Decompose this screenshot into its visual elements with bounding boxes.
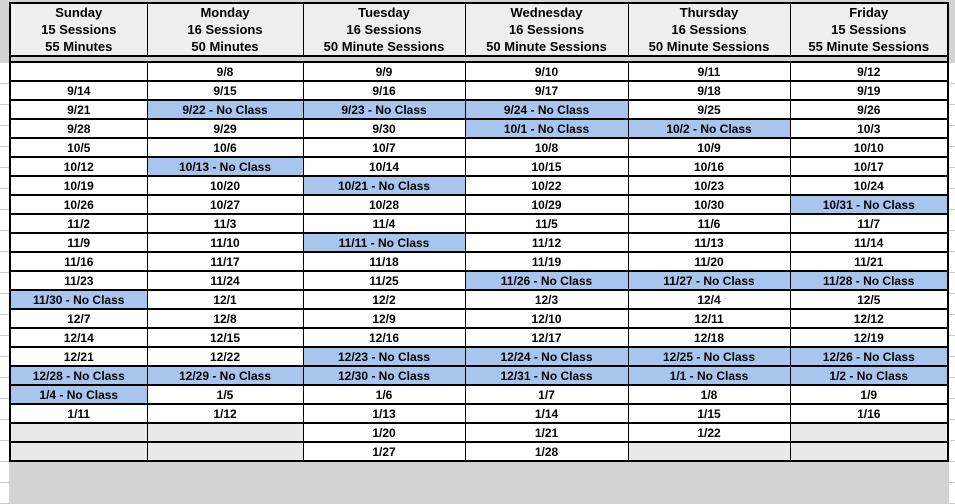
schedule-cell[interactable] [147, 423, 303, 442]
schedule-cell[interactable]: 9/26 [790, 100, 948, 119]
header-sessions: 16 Sessions [187, 22, 263, 37]
gutter-cell[interactable] [949, 462, 955, 483]
schedule-cell[interactable]: 12/19 [790, 328, 948, 347]
gutter-cell[interactable] [949, 168, 955, 189]
schedule-cell[interactable]: 9/15 [147, 81, 303, 100]
schedule-row [10, 423, 948, 442]
schedule-cell[interactable]: 10/7 [303, 138, 465, 157]
gutter-cell[interactable] [949, 483, 955, 504]
schedule-cell[interactable] [10, 62, 147, 81]
no-class-cell[interactable]: 12/28 - No Class [10, 366, 147, 385]
schedule-cell[interactable]: 9/8 [147, 62, 303, 81]
schedule-body [10, 56, 948, 461]
schedule-cell[interactable]: 9/25 [628, 100, 790, 119]
schedule-header [10, 3, 948, 56]
schedule-cell[interactable]: 12/12 [790, 309, 948, 328]
schedule-cell[interactable]: 11/2 [10, 214, 147, 233]
gutter-cell[interactable] [949, 231, 955, 252]
no-class-cell[interactable]: 12/24 - No Class [465, 347, 628, 366]
gutter-header-space [949, 0, 955, 63]
schedule-cell[interactable]: 12/9 [303, 309, 465, 328]
gutter-cell[interactable] [0, 231, 9, 252]
schedule-cell[interactable]: 9/9 [303, 62, 465, 81]
schedule-cell[interactable]: 12/7 [10, 309, 147, 328]
no-class-cell[interactable]: 11/27 - No Class [628, 271, 790, 290]
gutter-cell[interactable] [0, 84, 9, 105]
schedule-cell[interactable]: 9/10 [465, 62, 628, 81]
no-class-cell[interactable]: 12/30 - No Class [303, 366, 465, 385]
schedule-cell[interactable]: 11/18 [303, 252, 465, 271]
header-day: Friday [849, 5, 889, 20]
schedule-cell[interactable]: 10/27 [147, 195, 303, 214]
gutter-cell[interactable] [949, 63, 955, 84]
schedule-cell[interactable]: 11/21 [790, 252, 948, 271]
schedule-cell[interactable]: 12/15 [147, 328, 303, 347]
schedule-row [10, 138, 948, 157]
schedule-cell[interactable]: 11/20 [628, 252, 790, 271]
schedule-cell[interactable]: 9/17 [465, 81, 628, 100]
schedule-cell[interactable]: 12/5 [790, 290, 948, 309]
no-class-cell[interactable]: 12/26 - No Class [790, 347, 948, 366]
no-class-cell[interactable]: 9/23 - No Class [303, 100, 465, 119]
gutter-cell[interactable] [949, 441, 955, 462]
schedule-cell[interactable]: 1/21 [465, 423, 628, 442]
schedule-cell[interactable]: 1/5 [147, 385, 303, 404]
gutter-cell[interactable] [949, 336, 955, 357]
column-header-friday[interactable] [790, 3, 948, 56]
header-day: Monday [200, 5, 250, 20]
schedule-cell[interactable]: 12/21 [10, 347, 147, 366]
schedule-cell[interactable]: 10/26 [10, 195, 147, 214]
schedule-cell[interactable]: 10/20 [147, 176, 303, 195]
header-duration: 50 Minute Sessions [323, 39, 445, 54]
header-duration: 55 Minute Sessions [808, 39, 930, 54]
header-day: Wednesday [510, 5, 583, 20]
header-sessions: 16 Sessions [508, 22, 585, 37]
schedule-cell[interactable]: 9/11 [628, 62, 790, 81]
no-class-cell[interactable]: 10/2 - No Class [628, 119, 790, 138]
schedule-cell[interactable]: 11/23 [10, 271, 147, 290]
schedule-cell[interactable]: 11/13 [628, 233, 790, 252]
schedule-row [10, 404, 948, 423]
gutter-cell[interactable] [949, 252, 955, 273]
schedule-cell[interactable]: 1/8 [628, 385, 790, 404]
schedule-cell[interactable]: 12/18 [628, 328, 790, 347]
no-class-cell[interactable]: 10/31 - No Class [790, 195, 948, 214]
schedule-cell[interactable]: 11/24 [147, 271, 303, 290]
gutter-cell[interactable] [949, 315, 955, 336]
gutter-cell[interactable] [0, 378, 9, 399]
schedule-cell[interactable]: 11/6 [628, 214, 790, 233]
schedule-cell[interactable]: 12/22 [147, 347, 303, 366]
schedule-row [10, 214, 948, 233]
header-duration: 50 Minute Sessions [486, 39, 607, 54]
schedule-cell[interactable]: 11/25 [303, 271, 465, 290]
gutter-cell[interactable] [0, 147, 9, 168]
schedule-cell[interactable]: 9/18 [628, 81, 790, 100]
schedule-cell[interactable]: 10/22 [465, 176, 628, 195]
gutter-cell[interactable] [0, 399, 9, 420]
schedule-cell[interactable]: 1/22 [628, 423, 790, 442]
schedule-cell[interactable]: 1/9 [790, 385, 948, 404]
schedule-cell[interactable]: 12/11 [628, 309, 790, 328]
schedule-cell[interactable]: 11/5 [465, 214, 628, 233]
schedule-cell[interactable]: 9/21 [10, 100, 147, 119]
schedule-cell[interactable] [10, 442, 147, 461]
gutter-cell[interactable] [0, 441, 9, 462]
gutter-header-space [0, 0, 9, 63]
schedule-cell[interactable]: 10/17 [790, 157, 948, 176]
schedule-cell[interactable]: 10/8 [465, 138, 628, 157]
schedule-row [10, 233, 948, 252]
schedule-cell[interactable]: 1/13 [303, 404, 465, 423]
gutter-cell[interactable] [949, 126, 955, 147]
gutter-cell[interactable] [0, 252, 9, 273]
schedule-cell[interactable]: 1/20 [303, 423, 465, 442]
schedule-cell[interactable] [628, 442, 790, 461]
schedule-cell[interactable]: 10/19 [10, 176, 147, 195]
schedule-cell[interactable]: 1/16 [790, 404, 948, 423]
schedule-cell[interactable]: 1/6 [303, 385, 465, 404]
schedule-cell[interactable]: 9/29 [147, 119, 303, 138]
schedule-cell[interactable] [790, 442, 948, 461]
schedule-row [10, 328, 948, 347]
schedule-cell[interactable]: 12/17 [465, 328, 628, 347]
schedule-cell[interactable]: 10/5 [10, 138, 147, 157]
schedule-cell[interactable]: 1/15 [628, 404, 790, 423]
header-day: Thursday [679, 5, 739, 20]
no-class-cell[interactable]: 10/13 - No Class [147, 157, 303, 176]
schedule-cell[interactable] [10, 423, 147, 442]
schedule-row [10, 252, 948, 271]
no-class-cell[interactable]: 12/23 - No Class [303, 347, 465, 366]
header-sessions: 16 Sessions [671, 22, 747, 37]
schedule-cell[interactable]: 10/3 [790, 119, 948, 138]
schedule-row [10, 442, 948, 461]
schedule-cell[interactable]: 11/19 [465, 252, 628, 271]
schedule-cell[interactable]: 9/16 [303, 81, 465, 100]
no-class-cell[interactable]: 11/28 - No Class [790, 271, 948, 290]
schedule-row [10, 366, 948, 385]
schedule-row [10, 176, 948, 195]
no-class-cell[interactable]: 11/11 - No Class [303, 233, 465, 252]
header-duration: 55 Minutes [45, 39, 113, 54]
schedule-cell[interactable]: 10/12 [10, 157, 147, 176]
gutter-cell[interactable] [0, 210, 9, 231]
schedule-cell[interactable]: 12/14 [10, 328, 147, 347]
schedule-cell[interactable]: 11/3 [147, 214, 303, 233]
schedule-cell[interactable]: 12/10 [465, 309, 628, 328]
schedule-cell[interactable]: 12/2 [303, 290, 465, 309]
schedule-cell[interactable]: 10/30 [628, 195, 790, 214]
no-class-cell[interactable]: 9/22 - No Class [147, 100, 303, 119]
gutter-cell[interactable] [949, 420, 955, 441]
column-header-wednesday[interactable] [465, 3, 628, 56]
schedule-cell[interactable]: 11/7 [790, 214, 948, 233]
schedule-row [10, 62, 948, 81]
no-class-cell[interactable]: 11/30 - No Class [10, 290, 147, 309]
gutter-cell[interactable] [0, 420, 9, 441]
schedule-row [10, 100, 948, 119]
header-sessions: 15 Sessions [41, 22, 117, 37]
schedule-cell[interactable]: 10/14 [303, 157, 465, 176]
gutter-cell[interactable] [0, 294, 9, 315]
header-duration: 50 Minutes [191, 39, 259, 54]
header-duration: 50 Minute Sessions [648, 39, 770, 54]
gutter-cell[interactable] [949, 210, 955, 231]
schedule-row [10, 385, 948, 404]
schedule-cell[interactable]: 11/9 [10, 233, 147, 252]
no-class-cell[interactable]: 12/29 - No Class [147, 366, 303, 385]
schedule-cell[interactable]: 1/11 [10, 404, 147, 423]
schedule-area [9, 0, 949, 504]
no-class-cell[interactable]: 1/2 - No Class [790, 366, 948, 385]
schedule-row [10, 195, 948, 214]
left-gutter-column [0, 0, 9, 504]
schedule-cell[interactable]: 10/6 [147, 138, 303, 157]
column-header-thursday[interactable] [628, 3, 790, 56]
gutter-cell[interactable] [949, 357, 955, 378]
schedule-cell[interactable]: 9/30 [303, 119, 465, 138]
schedule-cell[interactable] [147, 442, 303, 461]
schedule-cell[interactable]: 11/12 [465, 233, 628, 252]
gutter-cell[interactable] [949, 147, 955, 168]
schedule-cell[interactable]: 12/4 [628, 290, 790, 309]
column-header-sunday[interactable] [10, 3, 147, 56]
schedule-cell[interactable]: 9/28 [10, 119, 147, 138]
gutter-cell[interactable] [0, 126, 9, 147]
schedule-row [10, 290, 948, 309]
gutter-cell[interactable] [0, 315, 9, 336]
gutter-cell[interactable] [949, 378, 955, 399]
schedule-cell[interactable]: 10/9 [628, 138, 790, 157]
column-header-tuesday[interactable] [303, 3, 465, 56]
schedule-cell[interactable]: 1/28 [465, 442, 628, 461]
schedule-cell[interactable]: 12/3 [465, 290, 628, 309]
header-row [10, 3, 948, 56]
class-schedule-table [9, 2, 949, 462]
column-header-monday[interactable] [147, 3, 303, 56]
gutter-cell[interactable] [0, 483, 9, 504]
no-class-cell[interactable]: 11/26 - No Class [465, 271, 628, 290]
schedule-cell[interactable]: 1/7 [465, 385, 628, 404]
gutter-cell[interactable] [949, 294, 955, 315]
gutter-cell[interactable] [949, 105, 955, 126]
header-sessions: 15 Sessions [831, 22, 907, 37]
schedule-cell[interactable]: 1/12 [147, 404, 303, 423]
header-day: Tuesday [358, 5, 410, 20]
schedule-cell[interactable]: 10/28 [303, 195, 465, 214]
gutter-cell[interactable] [0, 168, 9, 189]
gutter-cell[interactable] [0, 273, 9, 294]
schedule-cell[interactable]: 9/12 [790, 62, 948, 81]
schedule-cell[interactable]: 10/16 [628, 157, 790, 176]
header-sessions: 16 Sessions [346, 22, 422, 37]
no-class-cell[interactable]: 9/24 - No Class [465, 100, 628, 119]
schedule-cell[interactable]: 10/10 [790, 138, 948, 157]
gutter-cell[interactable] [0, 189, 9, 210]
no-class-cell[interactable]: 10/1 - No Class [465, 119, 628, 138]
gutter-cell[interactable] [0, 462, 9, 483]
schedule-row [10, 309, 948, 328]
gutter-cell[interactable] [0, 63, 9, 84]
schedule-row [10, 271, 948, 290]
schedule-cell[interactable]: 12/1 [147, 290, 303, 309]
gutter-cell[interactable] [0, 336, 9, 357]
schedule-cell[interactable]: 11/10 [147, 233, 303, 252]
schedule-cell[interactable]: 12/8 [147, 309, 303, 328]
no-class-cell[interactable]: 1/1 - No Class [628, 366, 790, 385]
gutter-cell[interactable] [949, 273, 955, 294]
schedule-cell[interactable]: 12/16 [303, 328, 465, 347]
schedule-cell[interactable]: 11/4 [303, 214, 465, 233]
schedule-cell[interactable] [790, 423, 948, 442]
schedule-cell[interactable]: 10/24 [790, 176, 948, 195]
no-class-cell[interactable]: 12/31 - No Class [465, 366, 628, 385]
schedule-cell[interactable]: 10/23 [628, 176, 790, 195]
header-day: Sunday [55, 5, 103, 20]
schedule-row [10, 81, 948, 100]
no-class-cell[interactable]: 10/21 - No Class [303, 176, 465, 195]
right-gutter-column [949, 0, 955, 504]
schedule-cell[interactable]: 11/16 [10, 252, 147, 271]
no-class-cell[interactable]: 1/4 - No Class [10, 385, 147, 404]
schedule-row [10, 119, 948, 138]
gutter-cell[interactable] [949, 399, 955, 420]
gutter-cell[interactable] [949, 189, 955, 210]
gutter-cell[interactable] [0, 105, 9, 126]
no-class-cell[interactable]: 12/25 - No Class [628, 347, 790, 366]
schedule-row [10, 347, 948, 366]
schedule-cell[interactable]: 1/27 [303, 442, 465, 461]
gutter-cell[interactable] [0, 357, 9, 378]
schedule-cell[interactable]: 11/17 [147, 252, 303, 271]
schedule-cell[interactable]: 9/14 [10, 81, 147, 100]
gutter-cell[interactable] [949, 84, 955, 105]
schedule-row [10, 157, 948, 176]
schedule-cell[interactable]: 10/15 [465, 157, 628, 176]
schedule-cell[interactable]: 10/29 [465, 195, 628, 214]
schedule-cell[interactable]: 1/14 [465, 404, 628, 423]
schedule-cell[interactable]: 11/14 [790, 233, 948, 252]
schedule-cell[interactable]: 9/19 [790, 81, 948, 100]
